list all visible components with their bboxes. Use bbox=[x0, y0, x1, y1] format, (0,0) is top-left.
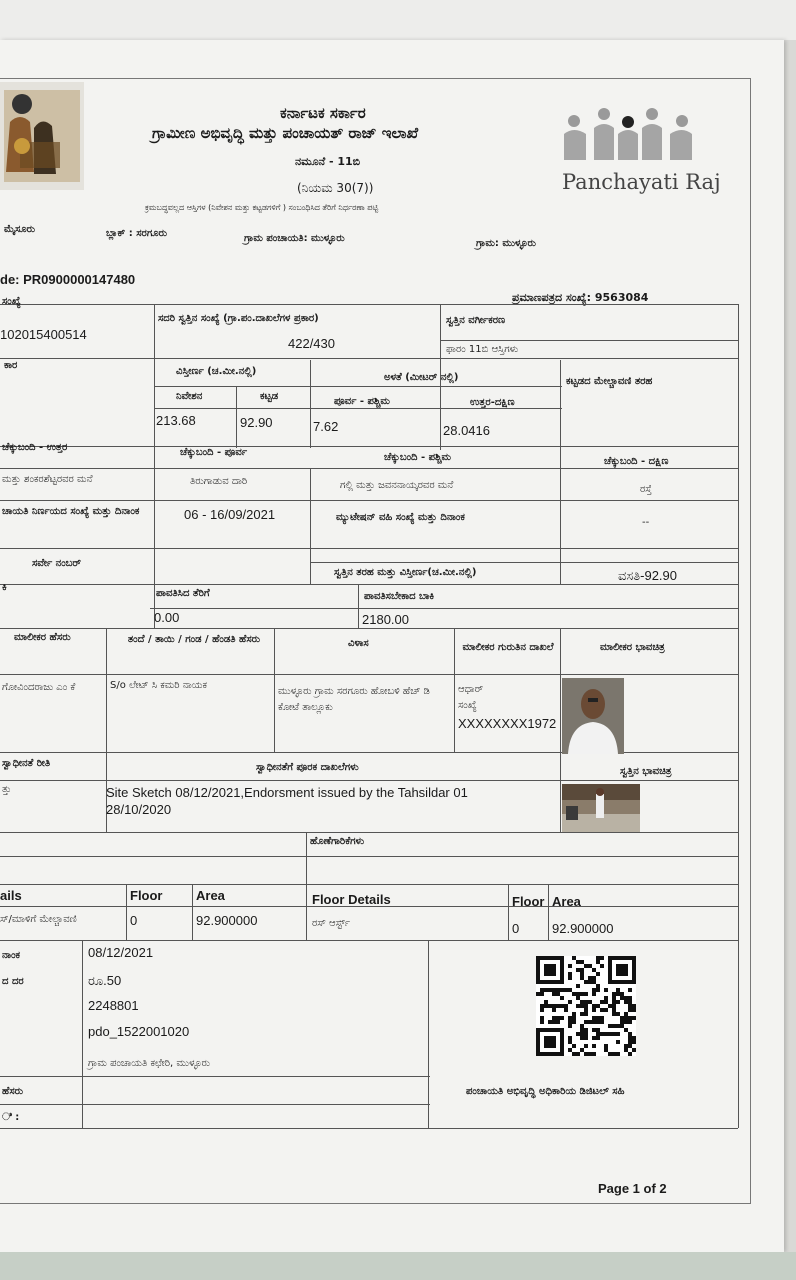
property-photo bbox=[562, 784, 640, 832]
owner-id-label: ಆಧಾರ್ ಸಂಖ್ಯೆ bbox=[458, 684, 484, 711]
label-paid: ಪಾವತಿಸಿದ ತೆರಿಗೆ bbox=[156, 588, 210, 599]
owner-id-value: XXXXXXXX1972 bbox=[458, 716, 557, 731]
receipt-number: 2248801 bbox=[88, 998, 139, 1013]
nature-area: ವಸತಿ-92.90 bbox=[618, 568, 677, 583]
label-building: ಕಟ್ಟಡ bbox=[260, 391, 279, 402]
page-number: Page 1 of 2 bbox=[598, 1181, 667, 1196]
label-address: ವಿಳಾಸ bbox=[348, 638, 369, 649]
label-west: ಚೆಕ್ಕುಬಂದಿ - ಪಶ್ಚಿಮ bbox=[384, 452, 452, 463]
label-classification: ಸ್ವತ್ತಿನ ವರ್ಗೀಕರಣ bbox=[446, 315, 506, 326]
tax-paid: 0.00 bbox=[154, 610, 180, 625]
form-number: ನಮೂನೆ - 11ಬಿ bbox=[295, 155, 361, 168]
label-east: ಚೆಕ್ಕುಬಂದಿ - ಪೂರ್ವ bbox=[180, 447, 248, 458]
acquisition-docs: Site Sketch 08/12/2021,Endorsment issued by the Tahsildar 01 28/10/2020 bbox=[106, 785, 468, 817]
label-mutation: ಮ್ಯುಟೇಷನ್ ವಹಿ ಸಂಖ್ಯೆ ಮತ್ತು ದಿನಾಂಕ bbox=[336, 512, 465, 523]
mutation-value: -- bbox=[642, 517, 650, 528]
father-name: S/o ಲೇಟ್ ಸಿ ಕಮರಿ ನಾಯಕ bbox=[110, 680, 207, 691]
label-floor-right: Floor bbox=[512, 894, 545, 909]
east-west-length: 7.62 bbox=[313, 419, 339, 434]
west-boundary: ಗಲ್ಲಿ ಮತ್ತು ಜವನನಾಯ್ಕರವರ ಮನೆ bbox=[340, 480, 454, 491]
label-father-name: ತಂದೆ / ತಾಯಿ / ಗಂಡ / ಹೆಂಡತಿ ಹೆಸರು bbox=[127, 634, 261, 645]
label-floor-details-left: ails bbox=[0, 888, 22, 903]
north-south-length: 28.0416 bbox=[443, 423, 490, 438]
label-floor-details-right: Floor Details bbox=[312, 892, 391, 907]
background-bottom bbox=[0, 1252, 796, 1280]
label-area: ವಿಸ್ತೀರ್ಣ (ಚ.ಮೀ.ನಲ್ಲಿ) bbox=[176, 366, 257, 377]
floor-right-number: 0 bbox=[512, 921, 520, 936]
label-south: ಚೆಕ್ಕುಬಂದಿ - ದಕ್ಷಿಣ bbox=[604, 456, 669, 467]
label-property-id: ಸಂಖ್ಯೆ bbox=[2, 296, 21, 307]
label-area-right: Area bbox=[552, 894, 581, 909]
qr-code bbox=[536, 956, 636, 1056]
classification: ಫಾರಂ 11ಬಿ ಆಸ್ತಿಗಳು bbox=[446, 344, 519, 355]
label-roof-type: ಕಟ್ಟಡದ ಮೇಲ್ಚಾವಣಿ ತರಹ bbox=[566, 376, 653, 387]
label-tax: ಕಿ bbox=[2, 582, 7, 593]
digital-signature: ಪಂಚಾಯತಿ ಅಭಿವೃದ್ಧಿ ಅಧಿಕಾರಿಯ ಡಿಜಿಟಲ್ ಸಹಿ bbox=[466, 1086, 625, 1097]
label-floor-left: Floor bbox=[130, 888, 163, 903]
label-owner-name: ಮಾಲೀಕರ ಹೆಸರು bbox=[14, 632, 71, 643]
label-resolution: ಚಾಯತಿ ನಿರ್ಣಯದ ಸಂಖ್ಯೆ ಮತ್ತು ದಿನಾಂಕ bbox=[2, 506, 140, 517]
issue-date: 08/12/2021 bbox=[88, 945, 154, 960]
owner-photo bbox=[562, 678, 624, 754]
label-east-west: ಪೂರ್ವ - ಪಶ್ಚಿಮ bbox=[334, 396, 390, 407]
label-due: ಪಾವತಿಸಬೇಕಾದ ಬಾಕಿ bbox=[364, 591, 435, 602]
label-property-number: ಸದರಿ ಸ್ವತ್ತಿನ ಸಂಖ್ಯೆ (ಗ್ರಾ.ಪಂ.ದಾಖಲೆಗಳ ಪ್ರಕಾರ) bbox=[158, 313, 319, 324]
pdo-id: pdo_1522001020 bbox=[88, 1024, 190, 1039]
label-owner-photo: ಮಾಲೀಕರ ಭಾವಚಿತ್ರ bbox=[600, 642, 665, 653]
fee: ರೂ.50 bbox=[88, 973, 122, 988]
label-nature: ಸ್ವತ್ತಿನ ತರಹ ಮತ್ತು ವಿಸ್ತೀರ್ಣ(ಚ.ಮೀ.ನಲ್ಲಿ) bbox=[334, 567, 477, 578]
resolution-number: 06 - 16/09/2021 bbox=[184, 507, 276, 522]
building-area: 92.90 bbox=[240, 415, 273, 430]
label-north-south: ಉತ್ತರ-ದಕ್ಷಿಣ bbox=[470, 397, 515, 408]
floor-left-area: 92.900000 bbox=[196, 913, 258, 928]
label-fee: ದ ದರ bbox=[2, 976, 24, 987]
issuing-office: ಗ್ರಾಮ ಪಂಚಾಯತಿ ಕಛೇರಿ, ಮುಳ್ಳೂರು bbox=[88, 1058, 211, 1069]
south-boundary: ರಸ್ತೆ bbox=[640, 484, 652, 495]
floor-right-area: 92.900000 bbox=[552, 921, 614, 936]
north-boundary: ಮತ್ತು ಶಂಕರಶೆಟ್ಟರವರ ಮನೆ bbox=[2, 474, 93, 485]
property-number: 422/430 bbox=[288, 336, 335, 351]
state-emblem bbox=[0, 82, 84, 190]
acquisition-mode: ತ್ತು bbox=[2, 784, 12, 795]
tax-due: 2180.00 bbox=[362, 612, 409, 627]
label-acquisition-docs: ಸ್ವಾಧೀನತೆಗೆ ಪೂರಕ ದಾಖಲೆಗಳು bbox=[256, 762, 359, 773]
label-property-photo: ಸ್ವತ್ತಿನ ಭಾವಚಿತ್ರ bbox=[620, 766, 672, 777]
east-boundary: ತಿರುಗಾಡುವ ದಾರಿ bbox=[190, 476, 248, 487]
village: ಗ್ರಾಮ: ಮುಳ್ಳೂರು bbox=[476, 238, 536, 249]
label-north: ಚೆಕ್ಕುಬಂದಿ - ಉತ್ತರ bbox=[2, 442, 68, 453]
label-owner-id: ಮಾಲೀಕರ ಗುರುತಿನ ದಾಖಲೆ bbox=[462, 642, 554, 653]
label-officer-name: ಹೆಸರು bbox=[2, 1086, 24, 1097]
gram-panchayat: ಗ್ರಾಮ ಪಂಚಾಯತಿ: ಮುಳ್ಳೂರು bbox=[244, 233, 345, 244]
label-type: ಕಾರ bbox=[4, 360, 18, 371]
floor-right-type: ರಸ್ ಆರ್ಸ್ಟ್ bbox=[312, 918, 351, 929]
label-acquisition-mode: ಸ್ವಾಧೀನತೆ ರೀತಿ bbox=[2, 758, 51, 769]
certificate-number: ಪ್ರಮಾಣಪತ್ರದ ಸಂಖ್ಯೆ: 9563084 bbox=[512, 291, 649, 304]
label-signature-left: ಿ : bbox=[2, 1112, 20, 1123]
govt-title: ಕರ್ನಾಟಕ ಸರ್ಕಾರ bbox=[280, 104, 366, 122]
department-title: ಗ್ರಾಮೀಣ ಅಭಿವೃದ್ಧಿ ಮತ್ತು ಪಂಚಾಯತ್ ರಾಜ್ ಇಲಾಖೆ bbox=[152, 124, 419, 142]
taluk: ಬ್ಲಾಕ್ : ಸರಗೂರು bbox=[106, 228, 168, 239]
property-id: 102015400514 bbox=[0, 327, 87, 342]
property-code: de: PR0900000147480 bbox=[0, 272, 136, 287]
floor-left-type: ಸ್/ಮಾಳಿಗೆ ಮೇಲ್ಚಾವಣಿ bbox=[0, 914, 77, 925]
district: ಮೈಸೂರು bbox=[4, 224, 36, 235]
background-top bbox=[0, 0, 796, 40]
site-area: 213.68 bbox=[156, 413, 196, 428]
rule-number: (ನಿಯಮ 30(7)) bbox=[297, 181, 374, 195]
panchayati-raj-logo bbox=[556, 108, 700, 166]
panchayati-raj-text: Panchayati Raj bbox=[562, 170, 721, 194]
label-issue-date: ನಾಂಕ bbox=[2, 950, 21, 961]
owner-address: ಮುಳ್ಳೂರು ಗ್ರಾಮ ಸರಗೂರು ಹೋಬಳಿ ಹೆಚ್ ಡಿ ಕೋಟೆ ತಾಲ್ಲೂಕು bbox=[278, 686, 430, 713]
floor-left-number: 0 bbox=[130, 913, 138, 928]
label-dimensions: ಅಳತೆ (ಮೀಟರ್ ನಲ್ಲಿ) bbox=[384, 372, 459, 383]
label-area-left: Area bbox=[196, 888, 225, 903]
label-liabilities: ಹೊಣೆಗಾರಿಕೆಗಳು bbox=[310, 836, 365, 847]
label-survey: ಸರ್ವೇ ನಂಬರ್ bbox=[32, 558, 81, 569]
label-site: ನಿವೇಶನ bbox=[176, 391, 203, 402]
form-subtitle: ಕ್ರಮಬದ್ಧವಲ್ಲದ ಆಸ್ತಿಗಳ (ನಿವೇಶನ ಮತ್ತು ಕಟ್ಟಡಗಳಿಗೆ ) ಸಂಬಂಧಿಸಿದ ತೆರಿಗೆ ನಿರ್ಧರಣಾ ಪಟ್ಟಿ bbox=[145, 203, 379, 212]
owner-name: ಗೋವಿಂದರಾಜು ಎಂ ಕೆ bbox=[2, 682, 76, 693]
